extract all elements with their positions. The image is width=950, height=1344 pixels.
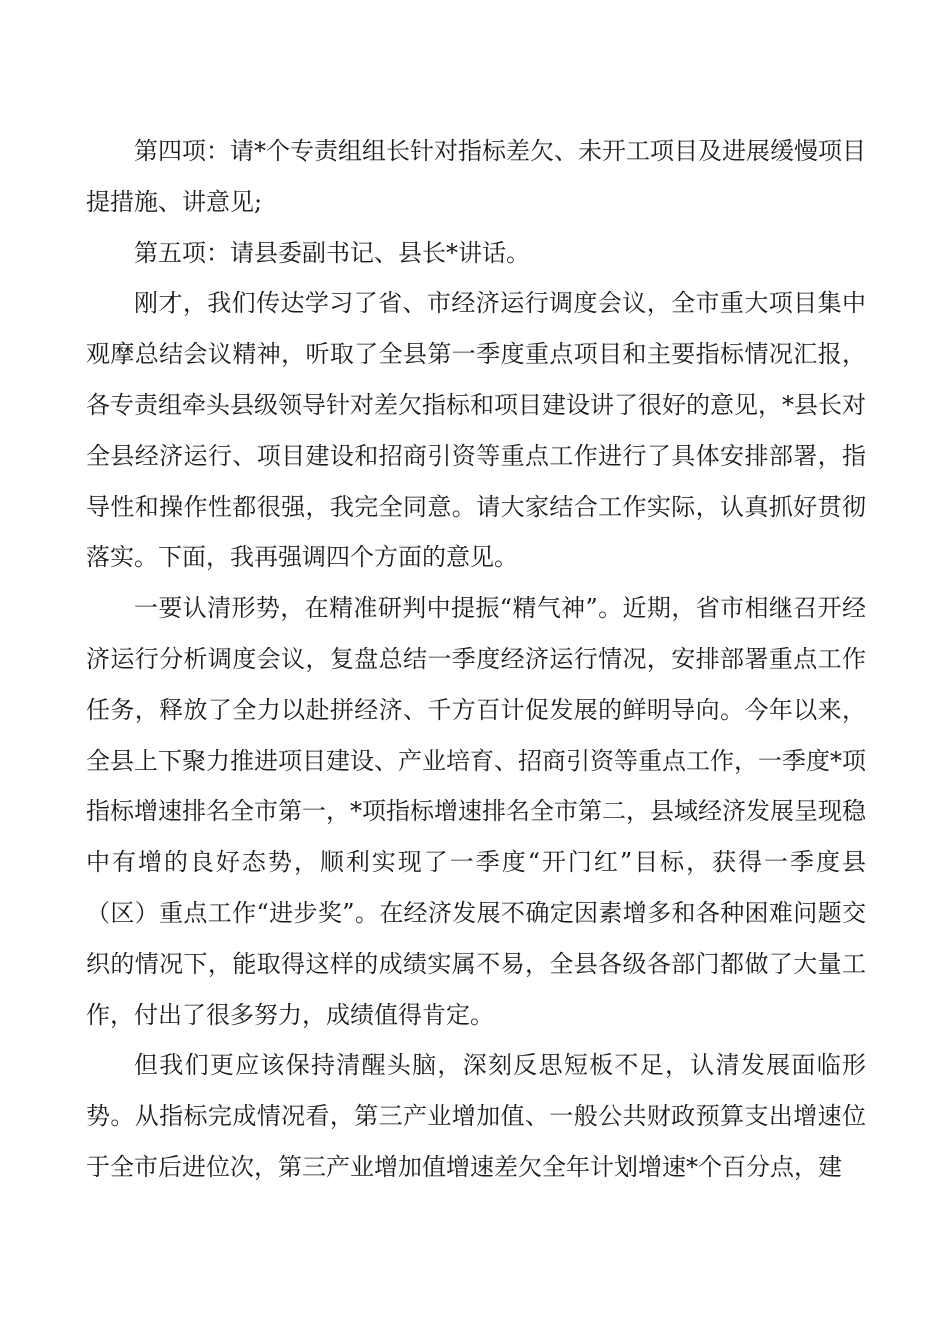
paragraph-item-5: 第五项：请县委副书记、县长*讲话。 [134,238,530,267]
paragraph-shortcomings: 但我们更应该保持清醒头脑，深刻反思短板不足，认清发展面临形势。从指标完成情况看，第三产业增加值、一般公共财政预算支出增速位于全市后进位次，第三产业增加值增速差欠全年计划增速*个百分点，建 [86,1051,866,1181]
document-body [86,126,866,1193]
paragraph-situation: 一要认清形势，在精准研判中提振“精气神”。近期，省市相继召开经济运行分析调度会议，复盘总结一季度经济运行情况，安排部署重点工作任务，释放了全力以赴拼经济、千方百计促发展的鲜明导向。今年以来，全县上下聚力推进项目建设、产业培育、招商引资等重点工作，一季度*项指标增速排名全市第一，*项指标增速排名全市第二，县域经济发展呈现稳中有增的良好态势，顺利实现了一季度“开门红”目标，获得一季度县（区）重点工作“进步奖”。在经济发展不确定因素增多和各种困难问题交织的情况下，能取得这样的成绩实属不易，全县各级各部门都做了大量工作，付出了很多努力，成绩值得肯定。 [86,594,866,1029]
paragraph-summary: 刚才，我们传达学习了省、市经济运行调度会议，全市重大项目集中观摩总结会议精神，听取了全县第一季度重点项目和主要指标情况汇报，各专责组牵头县级领导针对差欠指标和项目建设讲了很好的意见，*县长对全县经济运行、项目建设和招商引资等重点工作进行了具体安排部署，指导性和操作性都很强，我完全同意。请大家结合工作实际，认真抓好贯彻落实。下面，我再强调四个方面的意见。 [86,289,866,572]
paragraph-item-4: 第四项：请*个专责组组长针对指标差欠、未开工项目及进展缓慢项目提措施、讲意见; [86,137,866,216]
